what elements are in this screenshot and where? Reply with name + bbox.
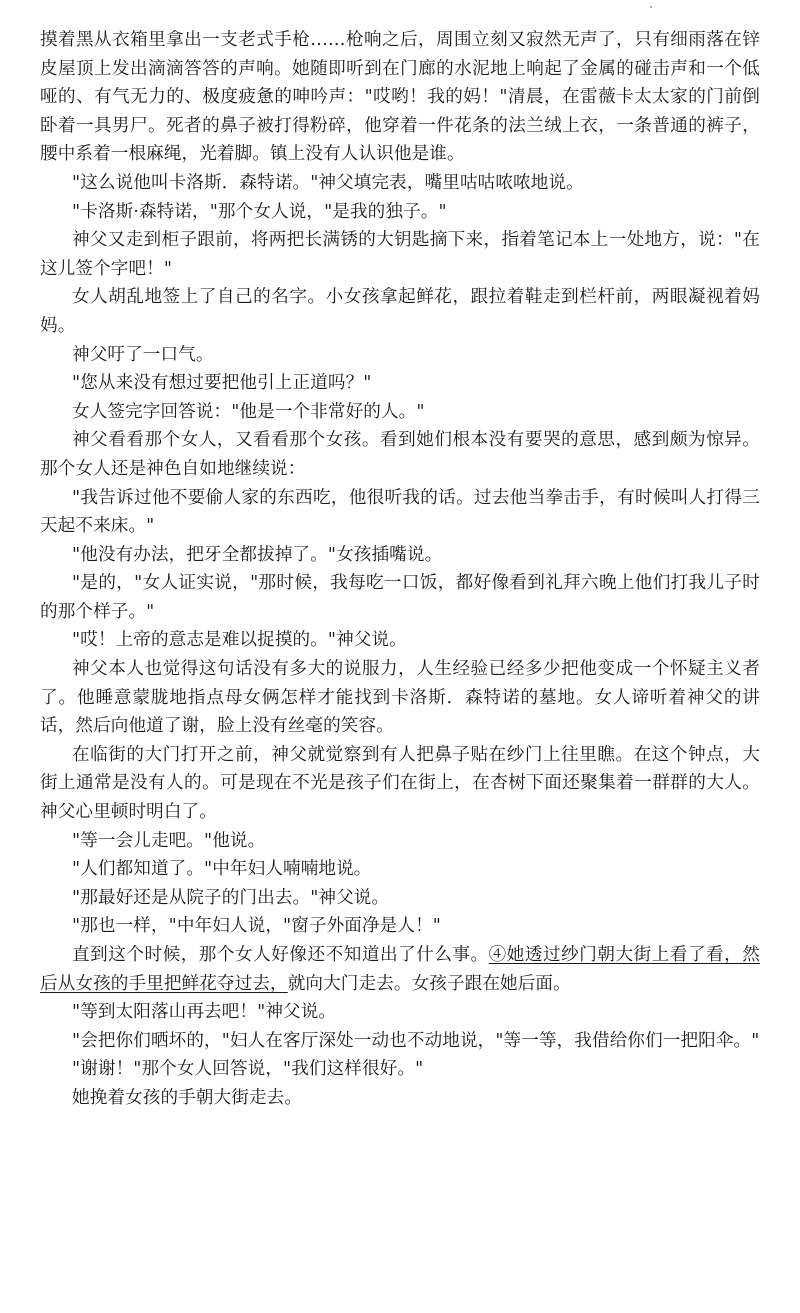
- paragraph-11: "他没有办法，把牙全都拔掉了。"女孩插嘴说。: [72, 544, 443, 565]
- paragraph-1: 摸着黑从衣箱里拿出一支老式手枪……枪响之后，周围立刻又寂然无声了，只有细雨落在锌皮屋顶上发出滴滴答答的声响。她随即听到在门廊的水泥地上响起了金属的碰击声和一个低哑的、有气无力的、极度疲惫的呻吟声："哎哟！我的妈！"清晨，在雷薇卡太太家的门前倒卧着一具男尸。死者的鼻子被打得粉碎，他穿着一件花条的法兰绒上衣，一条普通的裤子，腰中系着一根麻绳，光着脚。镇上没有人认识他是谁。: [40, 30, 760, 165]
- paragraph-12: "是的，"女人证实说，"那时候，我每吃一口饭，都好像看到礼拜六晚上他们打我儿子时的那个样子。": [40, 573, 760, 622]
- paragraph-24: 她挽着女孩的手朝大街走去。: [72, 1087, 303, 1108]
- paragraph-14: 神父本人也觉得这句话没有多大的说服力，人生经验已经多少把他变成一个怀疑主义者了。他睡意蒙胧地指点母女俩怎样才能找到卡洛斯．森特诺的墓地。女人谛听着神父的讲话，然后向他道了谢，脸上没有丝毫的笑容。: [40, 659, 760, 737]
- paragraph-21: "等到太阳落山再去吧！"神父说。: [72, 1002, 337, 1023]
- paragraph-16: "等一会儿走吧。"他说。: [72, 830, 266, 851]
- paragraph-15: 在临街的大门打开之前，神父就觉察到有人把鼻子贴在纱门上往里瞧。在这个钟点，大街上通常是没有人的。可是现在不光是孩子们在街上，在杏树下面还聚集着一群群的大人。神父心里顿时明白了。: [40, 744, 760, 823]
- paragraph-5: 女人胡乱地签上了自己的名字。小女孩拿起鲜花，跟拉着鞋走到栏杆前，两眼凝视着妈妈。: [40, 287, 760, 336]
- paragraph-6: 神父吁了一口气。: [72, 344, 214, 365]
- scan-speck: [650, 6, 652, 8]
- paragraph-23: "谢谢！"那个女人回答说，"我们这样很好。": [72, 1059, 424, 1080]
- paragraph-17: "人们都知道了。"中年妇人喃喃地说。: [72, 859, 372, 880]
- paragraph-18: "那最好还是从院子的门出去。"神父说。: [72, 887, 390, 908]
- paragraph-20: [40, 941, 760, 998]
- paragraph-20-lead: 直到这个时候，那个女人好像还不知道出了什么事。: [72, 945, 489, 965]
- paragraph-7: "您从来没有想过要把他引上正道吗？": [72, 373, 372, 394]
- paragraph-22: "会把你们晒坏的，"妇人在客厅深处一动也不动地说，"等一等，我借给你们一把阳伞。": [72, 1030, 760, 1051]
- paragraph-10: "我告诉过他不要偷人家的东西吃，他很听我的话。过去他当拳击手，有时候叫人打得三天起不来床。": [40, 487, 760, 537]
- paragraph-9: 神父看看那个女人，又看看那个女孩。看到她们根本没有要哭的意思，感到颇为惊异。那个女人还是神色自如地继续说：: [40, 430, 760, 479]
- paragraph-19: "那也一样，"中年妇人说，"窗子外面净是人！": [72, 916, 441, 937]
- paragraph-8: 女人签完字回答说："他是一个非常好的人。": [72, 401, 425, 422]
- paragraph-13: "哎！上帝的意志是难以捉摸的。"神父说。: [72, 630, 407, 651]
- underlined-passage-4: ④她透过纱门朝大街上看了看，然后从女孩的手里把鲜花夺过去，: [40, 945, 760, 994]
- paragraph-4: 神父又走到柜子跟前，将两把长满锈的大钥匙摘下来，指着笔记本上一处地方，说："在这儿签个字吧！": [40, 230, 760, 279]
- paragraph-3: "卡洛斯·森特诺，"那个女人说，"是我的独子。": [72, 201, 447, 222]
- paragraph-2: "这么说他叫卡洛斯．森特诺。"神父填完表，嘴里咕咕哝哝地说。: [72, 172, 584, 193]
- paragraph-20-tail: 就向大门走去。女孩子跟在她后面。: [287, 973, 571, 994]
